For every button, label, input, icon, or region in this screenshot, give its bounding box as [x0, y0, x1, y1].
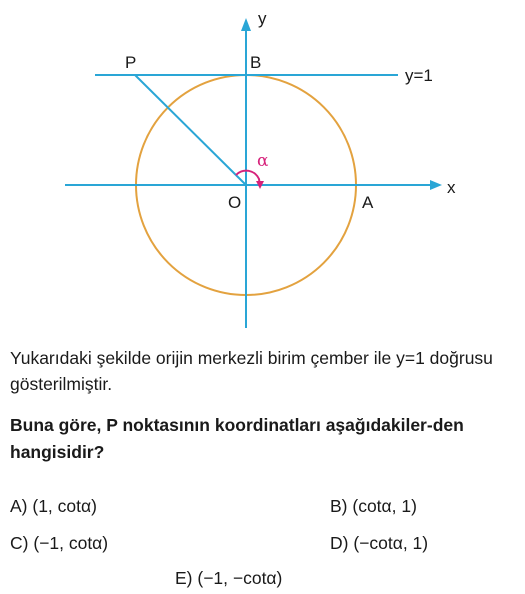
- angle-alpha-label: α: [257, 151, 269, 171]
- point-p-label: P: [125, 53, 137, 72]
- x-axis-label: x: [447, 178, 456, 197]
- option-e[interactable]: E) (−1, −cotα): [175, 568, 283, 588]
- line-y1-label: y=1: [405, 66, 433, 85]
- option-c[interactable]: C) (−1, cotα): [10, 533, 109, 553]
- x-axis-arrow-icon: [430, 180, 442, 190]
- option-d[interactable]: D) (−cotα, 1): [330, 533, 429, 553]
- point-b-label: B: [250, 53, 262, 72]
- y-axis-arrow-icon: [241, 18, 251, 31]
- point-o-label: O: [228, 193, 242, 212]
- option-b[interactable]: B) (cotα, 1): [330, 496, 417, 516]
- y-axis-label: y: [258, 9, 267, 28]
- option-a[interactable]: A) (1, cotα): [10, 496, 97, 516]
- point-a-label: A: [362, 193, 374, 212]
- problem-statement: Yukarıdaki şekilde orijin merkezli birim çember ile y=1 doğrusu gösterilmiştir.: [10, 348, 493, 394]
- question-text: Buna göre, P noktasının koordinatları aşağıdakiler-den hangisidir?: [10, 415, 464, 462]
